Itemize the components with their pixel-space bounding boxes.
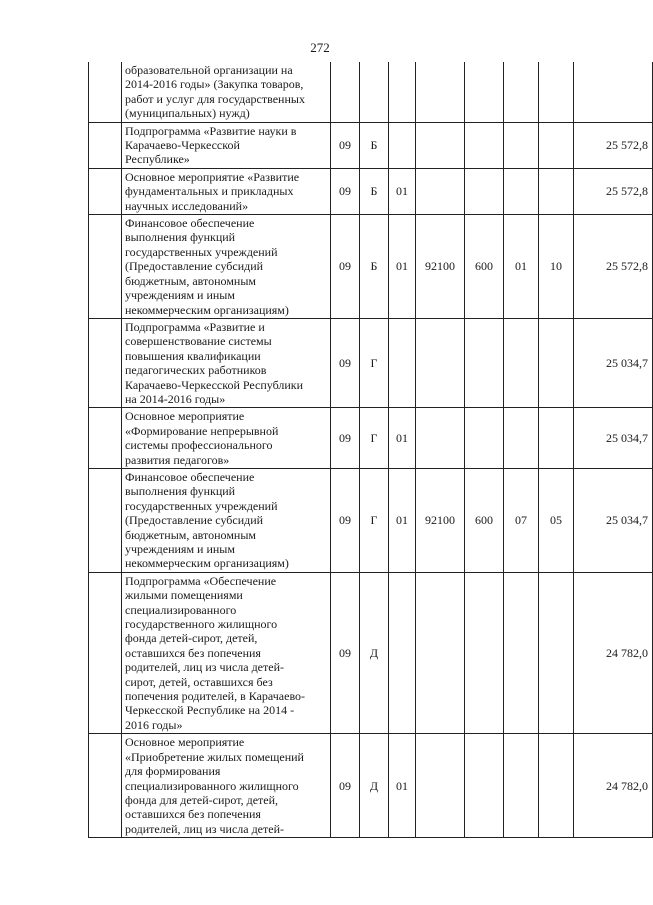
expense-type-cell: [465, 734, 504, 838]
table-row: [89, 408, 653, 469]
item-name-line: совершенствование системы: [125, 334, 272, 349]
item-name-line: Финансовое обеспечение: [125, 469, 255, 484]
section-cell: [504, 122, 539, 168]
row-number-cell: [89, 62, 122, 122]
item-name-line: специализированного: [125, 602, 237, 617]
item-name-line: Карачаево-Черкесской Республики: [125, 377, 304, 392]
amount-cell: 25 034,7: [574, 408, 653, 469]
amount-cell: 25 034,7: [574, 468, 653, 572]
section-cell: [504, 62, 539, 122]
expense-type-cell: 600: [465, 215, 504, 319]
activity-code-cell: 01: [389, 734, 416, 838]
expense-type-cell: [465, 62, 504, 122]
section-cell: [504, 168, 539, 214]
direction-code-cell: [416, 122, 465, 168]
row-number-cell: [89, 318, 122, 407]
subsection-cell: [539, 572, 574, 733]
item-name-line: 2014-2016 годы» (Закупка товаров,: [125, 77, 304, 92]
subprogram-code-cell: [360, 62, 389, 122]
budget-table: [88, 62, 653, 838]
program-code-cell: 09: [331, 168, 360, 214]
item-name-line: фонда для детей-сирот, детей,: [125, 792, 279, 807]
subprogram-code-cell: Г: [360, 318, 389, 407]
subprogram-code-cell: Б: [360, 168, 389, 214]
item-name-line: некоммерческим организациям): [125, 302, 289, 317]
table-row: [89, 468, 653, 572]
item-name-cell: [122, 168, 331, 214]
item-name-line: оставшихся без попечения: [125, 645, 261, 660]
item-name-line: учреждениям и иным: [125, 288, 235, 303]
item-name-line: учреждениям и иным: [125, 542, 235, 556]
item-name-cell: [122, 215, 331, 319]
item-name-line: государственных учреждений: [125, 244, 278, 259]
amount-cell: 24 782,0: [574, 572, 653, 733]
section-cell: 07: [504, 468, 539, 572]
activity-code-cell: [389, 318, 416, 407]
item-name-line: работ и услуг для государственных: [125, 91, 305, 106]
row-number-cell: [89, 572, 122, 733]
row-number-cell: [89, 168, 122, 214]
item-name-line: «Формирование непрерывной: [125, 423, 279, 438]
item-name-line: образовательной организации на: [125, 63, 293, 77]
activity-code-cell: [389, 122, 416, 168]
item-name-cell: [122, 122, 331, 168]
item-name-line: фундаментальных и прикладных: [125, 184, 294, 199]
direction-code-cell: [416, 62, 465, 122]
amount-cell: 25 572,8: [574, 122, 653, 168]
program-code-cell: 09: [331, 318, 360, 407]
program-code-cell: 09: [331, 572, 360, 733]
item-name-line: (муниципальных) нужд): [125, 106, 250, 121]
activity-code-cell: 01: [389, 468, 416, 572]
item-name-line: Подпрограмма «Обеспечение: [125, 573, 277, 588]
subsection-cell: 05: [539, 468, 574, 572]
item-name-line: выполнения функций: [125, 230, 236, 245]
expense-type-cell: [465, 408, 504, 469]
expense-type-cell: [465, 318, 504, 407]
program-code-cell: 09: [331, 122, 360, 168]
item-name-line: Финансовое обеспечение: [125, 216, 255, 231]
table-row: [89, 215, 653, 319]
program-code-cell: 09: [331, 408, 360, 469]
expense-type-cell: [465, 168, 504, 214]
table-row: [89, 572, 653, 733]
item-name-line: выполнения функций: [125, 484, 236, 499]
table-row: [89, 62, 653, 122]
activity-code-cell: 01: [389, 168, 416, 214]
item-name-cell: [122, 62, 331, 122]
subsection-cell: [539, 168, 574, 214]
direction-code-cell: 92100: [416, 468, 465, 572]
item-name-line: родителей, лиц из числа детей-: [125, 660, 284, 675]
expense-type-cell: [465, 122, 504, 168]
item-name-line: на 2014-2016 годы»: [125, 391, 226, 406]
subsection-cell: [539, 318, 574, 407]
item-name-line: бюджетным, автономным: [125, 527, 256, 542]
amount-cell: 25 034,7: [574, 318, 653, 407]
subprogram-code-cell: Б: [360, 215, 389, 319]
subsection-cell: [539, 734, 574, 838]
item-name-line: для формирования: [125, 764, 221, 779]
item-name-line: сирот, детей, оставшихся без: [125, 674, 273, 689]
table-row: [89, 168, 653, 214]
section-cell: 01: [504, 215, 539, 319]
table-row: [89, 122, 653, 168]
amount-cell: 25 572,8: [574, 215, 653, 319]
subprogram-code-cell: Д: [360, 572, 389, 733]
item-name-line: повышения квалификации: [125, 348, 261, 363]
program-code-cell: 09: [331, 468, 360, 572]
row-number-cell: [89, 468, 122, 572]
subsection-cell: 10: [539, 215, 574, 319]
item-name-line: научных исследований»: [125, 198, 249, 213]
item-name-line: развития педагогов»: [125, 452, 230, 467]
item-name-line: Карачаево-Черкесской: [125, 138, 240, 153]
amount-cell: 24 782,0: [574, 734, 653, 838]
row-number-cell: [89, 408, 122, 469]
item-name-line: системы профессионального: [125, 438, 273, 453]
expense-type-cell: [465, 572, 504, 733]
subprogram-code-cell: Б: [360, 122, 389, 168]
table-row: [89, 318, 653, 407]
direction-code-cell: [416, 168, 465, 214]
direction-code-cell: 92100: [416, 215, 465, 319]
amount-cell: 25 572,8: [574, 168, 653, 214]
item-name-line: жилыми помещениями: [125, 588, 243, 603]
item-name-line: государственных учреждений: [125, 498, 278, 513]
item-name-line: педагогических работников: [125, 363, 267, 378]
item-name-line: некоммерческим организациям): [125, 556, 289, 571]
item-name-line: попечения родителей, в Карачаево-: [125, 689, 306, 704]
program-code-cell: 09: [331, 734, 360, 838]
item-name-line: государственного жилищного: [125, 617, 278, 632]
direction-code-cell: [416, 572, 465, 733]
item-name-line: (Предоставление субсидий: [125, 259, 264, 274]
section-cell: [504, 734, 539, 838]
item-name-line: Подпрограмма «Развитие науки в: [125, 123, 297, 138]
subsection-cell: [539, 122, 574, 168]
program-code-cell: [331, 62, 360, 122]
page-number: 272: [310, 40, 330, 55]
activity-code-cell: [389, 572, 416, 733]
section-cell: [504, 408, 539, 469]
item-name-line: 2016 годы»: [125, 717, 183, 732]
item-name-cell: [122, 318, 331, 407]
item-name-line: специализированного жилищного: [125, 778, 299, 793]
item-name-line: оставшихся без попечения: [125, 807, 261, 822]
subprogram-code-cell: Г: [360, 408, 389, 469]
row-number-cell: [89, 734, 122, 838]
row-number-cell: [89, 215, 122, 319]
item-name-line: «Приобретение жилых помещений: [125, 749, 304, 764]
subsection-cell: [539, 408, 574, 469]
item-name-line: Основное мероприятие: [125, 735, 245, 750]
subprogram-code-cell: Д: [360, 734, 389, 838]
direction-code-cell: [416, 318, 465, 407]
activity-code-cell: [389, 62, 416, 122]
table-row: [89, 734, 653, 838]
expense-type-cell: 600: [465, 468, 504, 572]
item-name-cell: [122, 468, 331, 572]
item-name-line: Основное мероприятие «Развитие: [125, 169, 300, 184]
section-cell: [504, 572, 539, 733]
item-name-cell: [122, 734, 331, 838]
amount-cell: [574, 62, 653, 122]
item-name-line: Республике»: [125, 152, 190, 167]
direction-code-cell: [416, 734, 465, 838]
subsection-cell: [539, 62, 574, 122]
item-name-cell: [122, 572, 331, 733]
item-name-line: фонда детей-сирот, детей,: [125, 631, 258, 646]
item-name-line: Черкесской Республике на 2014 -: [125, 703, 295, 718]
item-name-line: Подпрограмма «Развитие и: [125, 319, 265, 334]
program-code-cell: 09: [331, 215, 360, 319]
item-name-line: (Предоставление субсидий: [125, 513, 264, 528]
direction-code-cell: [416, 408, 465, 469]
activity-code-cell: 01: [389, 408, 416, 469]
row-number-cell: [89, 122, 122, 168]
subprogram-code-cell: Г: [360, 468, 389, 572]
item-name-cell: [122, 408, 331, 469]
item-name-line: бюджетным, автономным: [125, 273, 256, 288]
item-name-line: родителей, лиц из числа детей-: [125, 821, 284, 836]
activity-code-cell: 01: [389, 215, 416, 319]
item-name-line: Основное мероприятие: [125, 409, 245, 424]
section-cell: [504, 318, 539, 407]
